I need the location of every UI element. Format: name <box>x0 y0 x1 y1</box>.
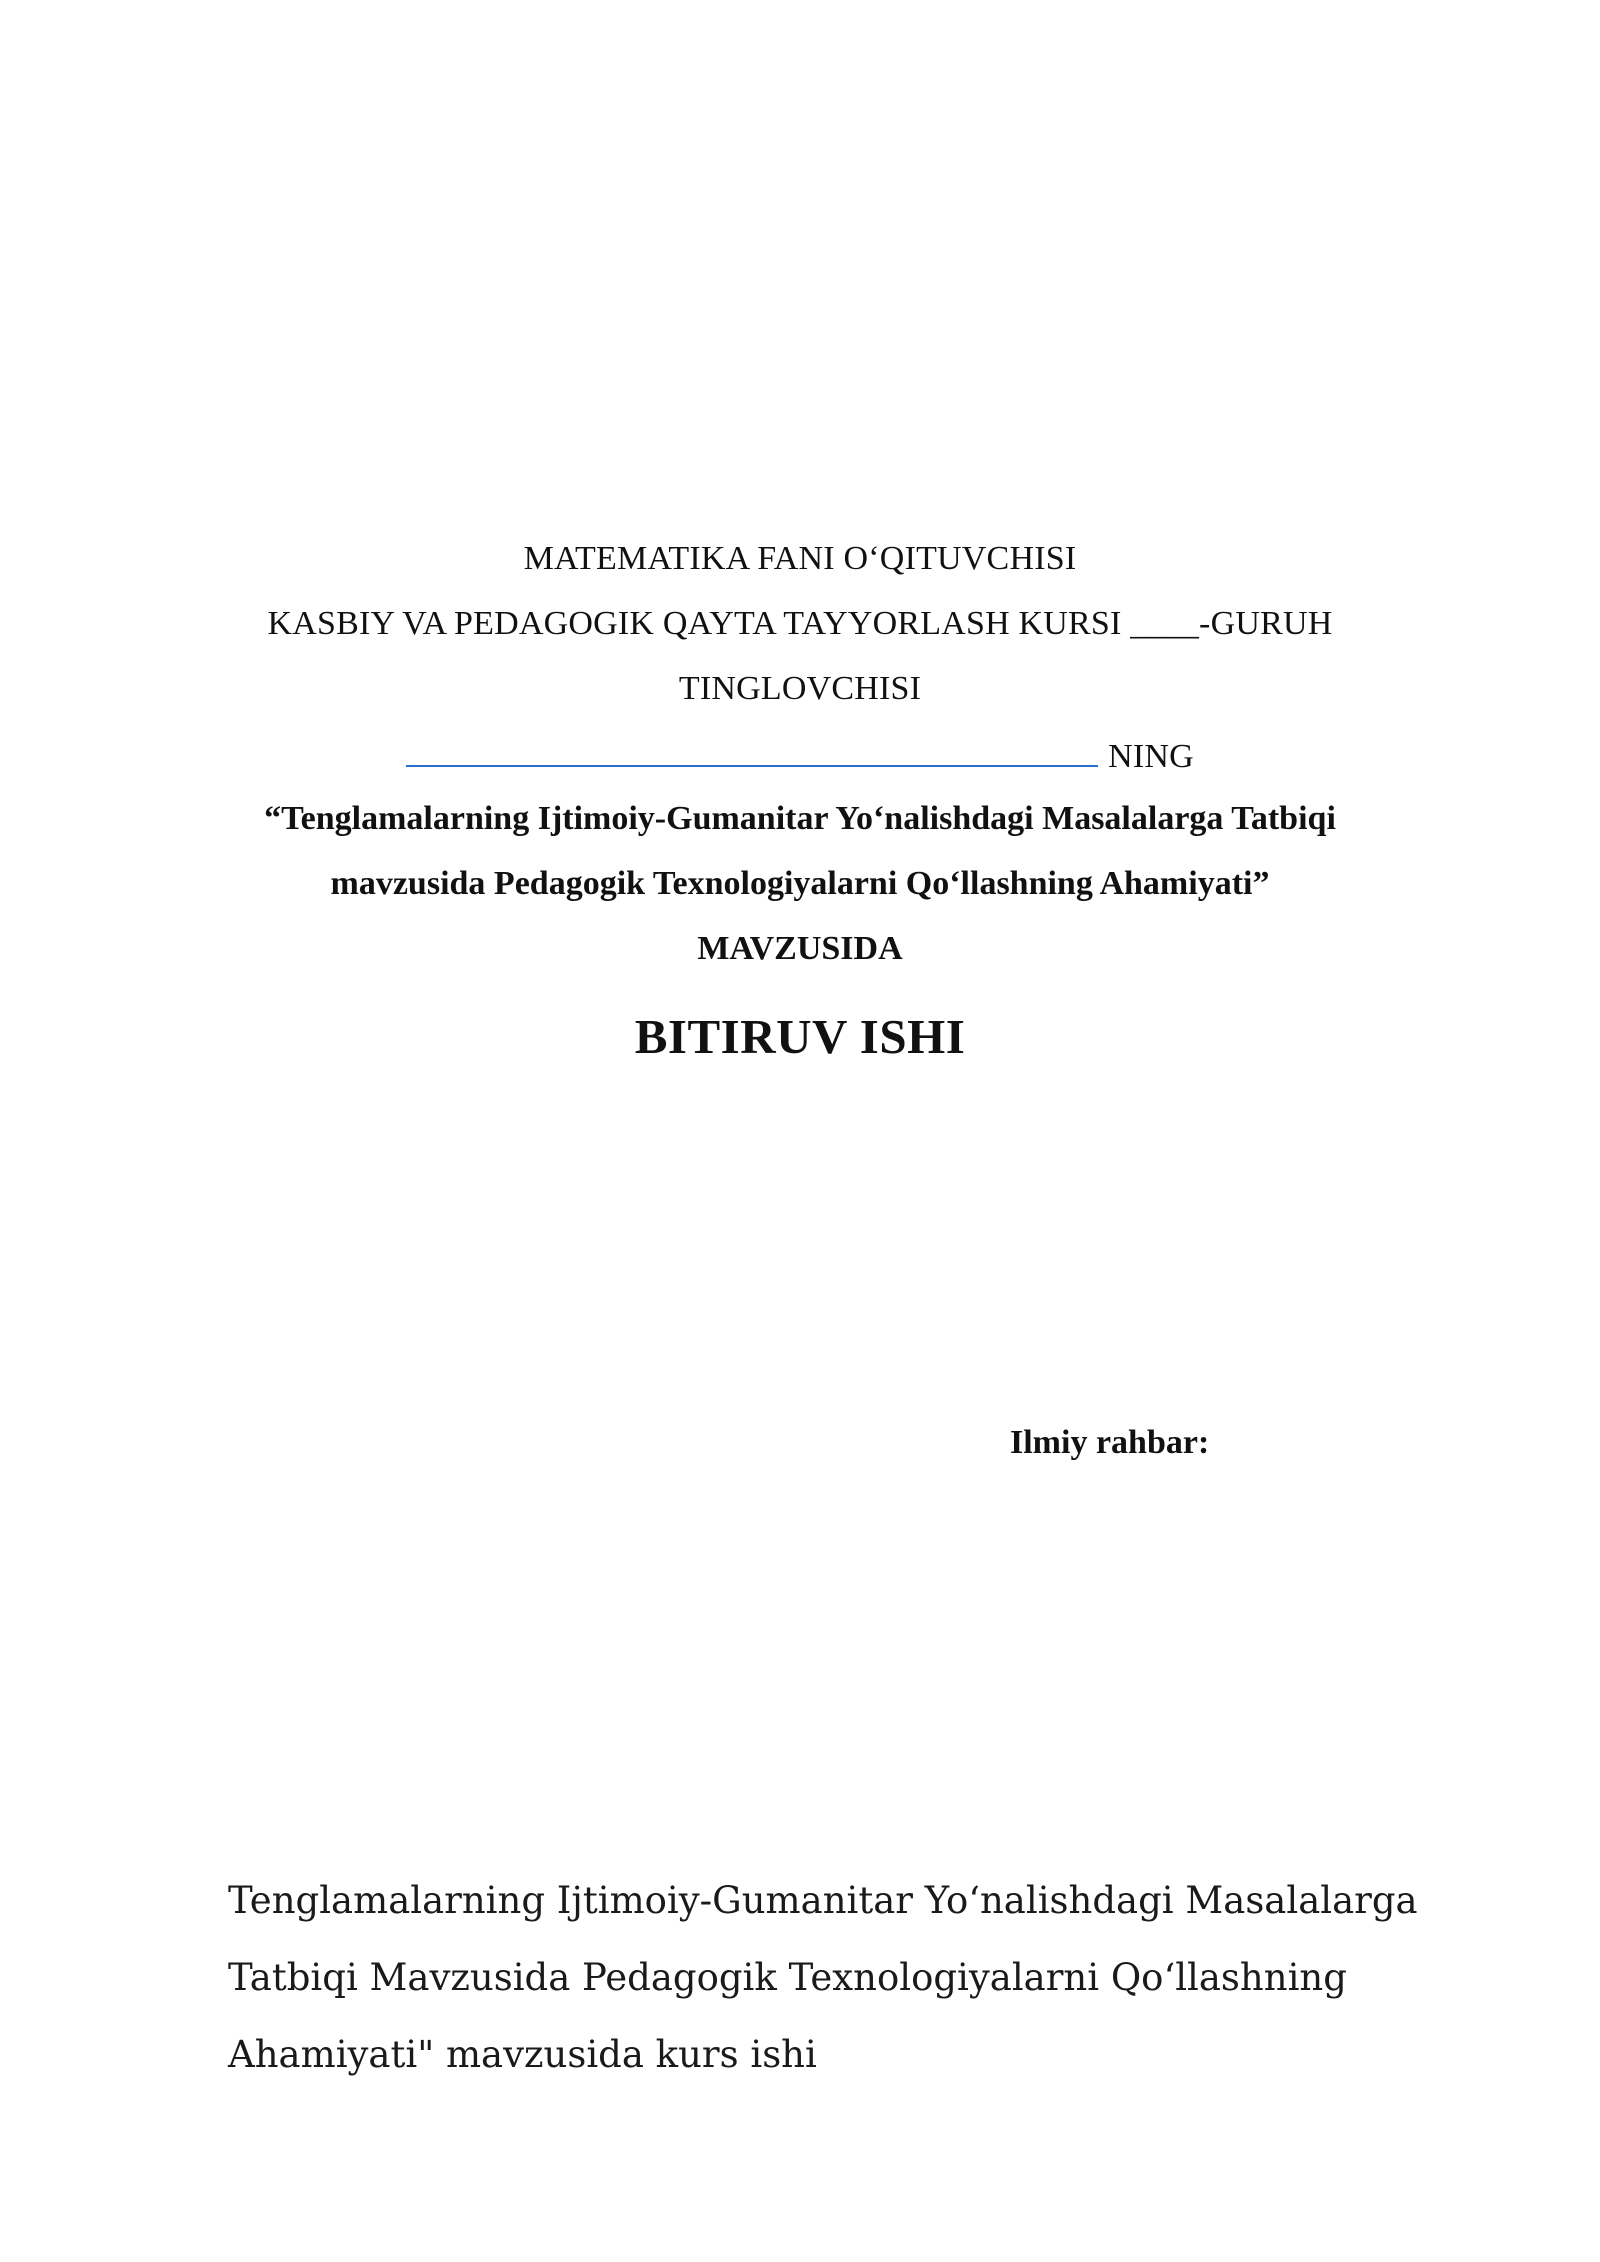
student-name-blank <box>406 735 1098 767</box>
footer-line-3: Ahamiyati" mavzusida kurs ishi <box>228 2033 817 2076</box>
header-line-1: MATEMATIKA FANI O‘QITUVCHISI <box>523 540 1077 577</box>
student-name-line <box>0 735 1600 776</box>
footer-line-2: Tatbiqi Mavzusida Pedagogik Texnologiyalarni Qo‘llashning <box>228 1956 1347 1999</box>
topic-line-1: “Tenglamalarning Ijtimoiy-Gumanitar Yo‘nalishdagi Masalalarga Tatbiqi <box>264 800 1336 837</box>
footer-line-1: Tenglamalarning Ijtimoiy-Gumanitar Yo‘nalishdagi Masalalarga <box>228 1879 1418 1922</box>
topic-line-3: MAVZUSIDA <box>697 930 903 967</box>
topic-line-2: mavzusida Pedagogik Texnologiyalarni Qo‘llashning Ahamiyati” <box>330 865 1270 902</box>
student-name-suffix: NING <box>1108 738 1194 775</box>
footer-caption <box>228 1862 1428 2093</box>
header-line-2: KASBIY VA PEDAGOGIK QAYTA TAYYORLASH KURSI ____-GURUH <box>267 605 1333 642</box>
document-title: BITIRUV ISHI <box>634 1009 966 1064</box>
advisor-label: Ilmiy rahbar: <box>1010 1424 1210 1461</box>
header-line-3: TINGLOVCHISI <box>678 670 922 707</box>
